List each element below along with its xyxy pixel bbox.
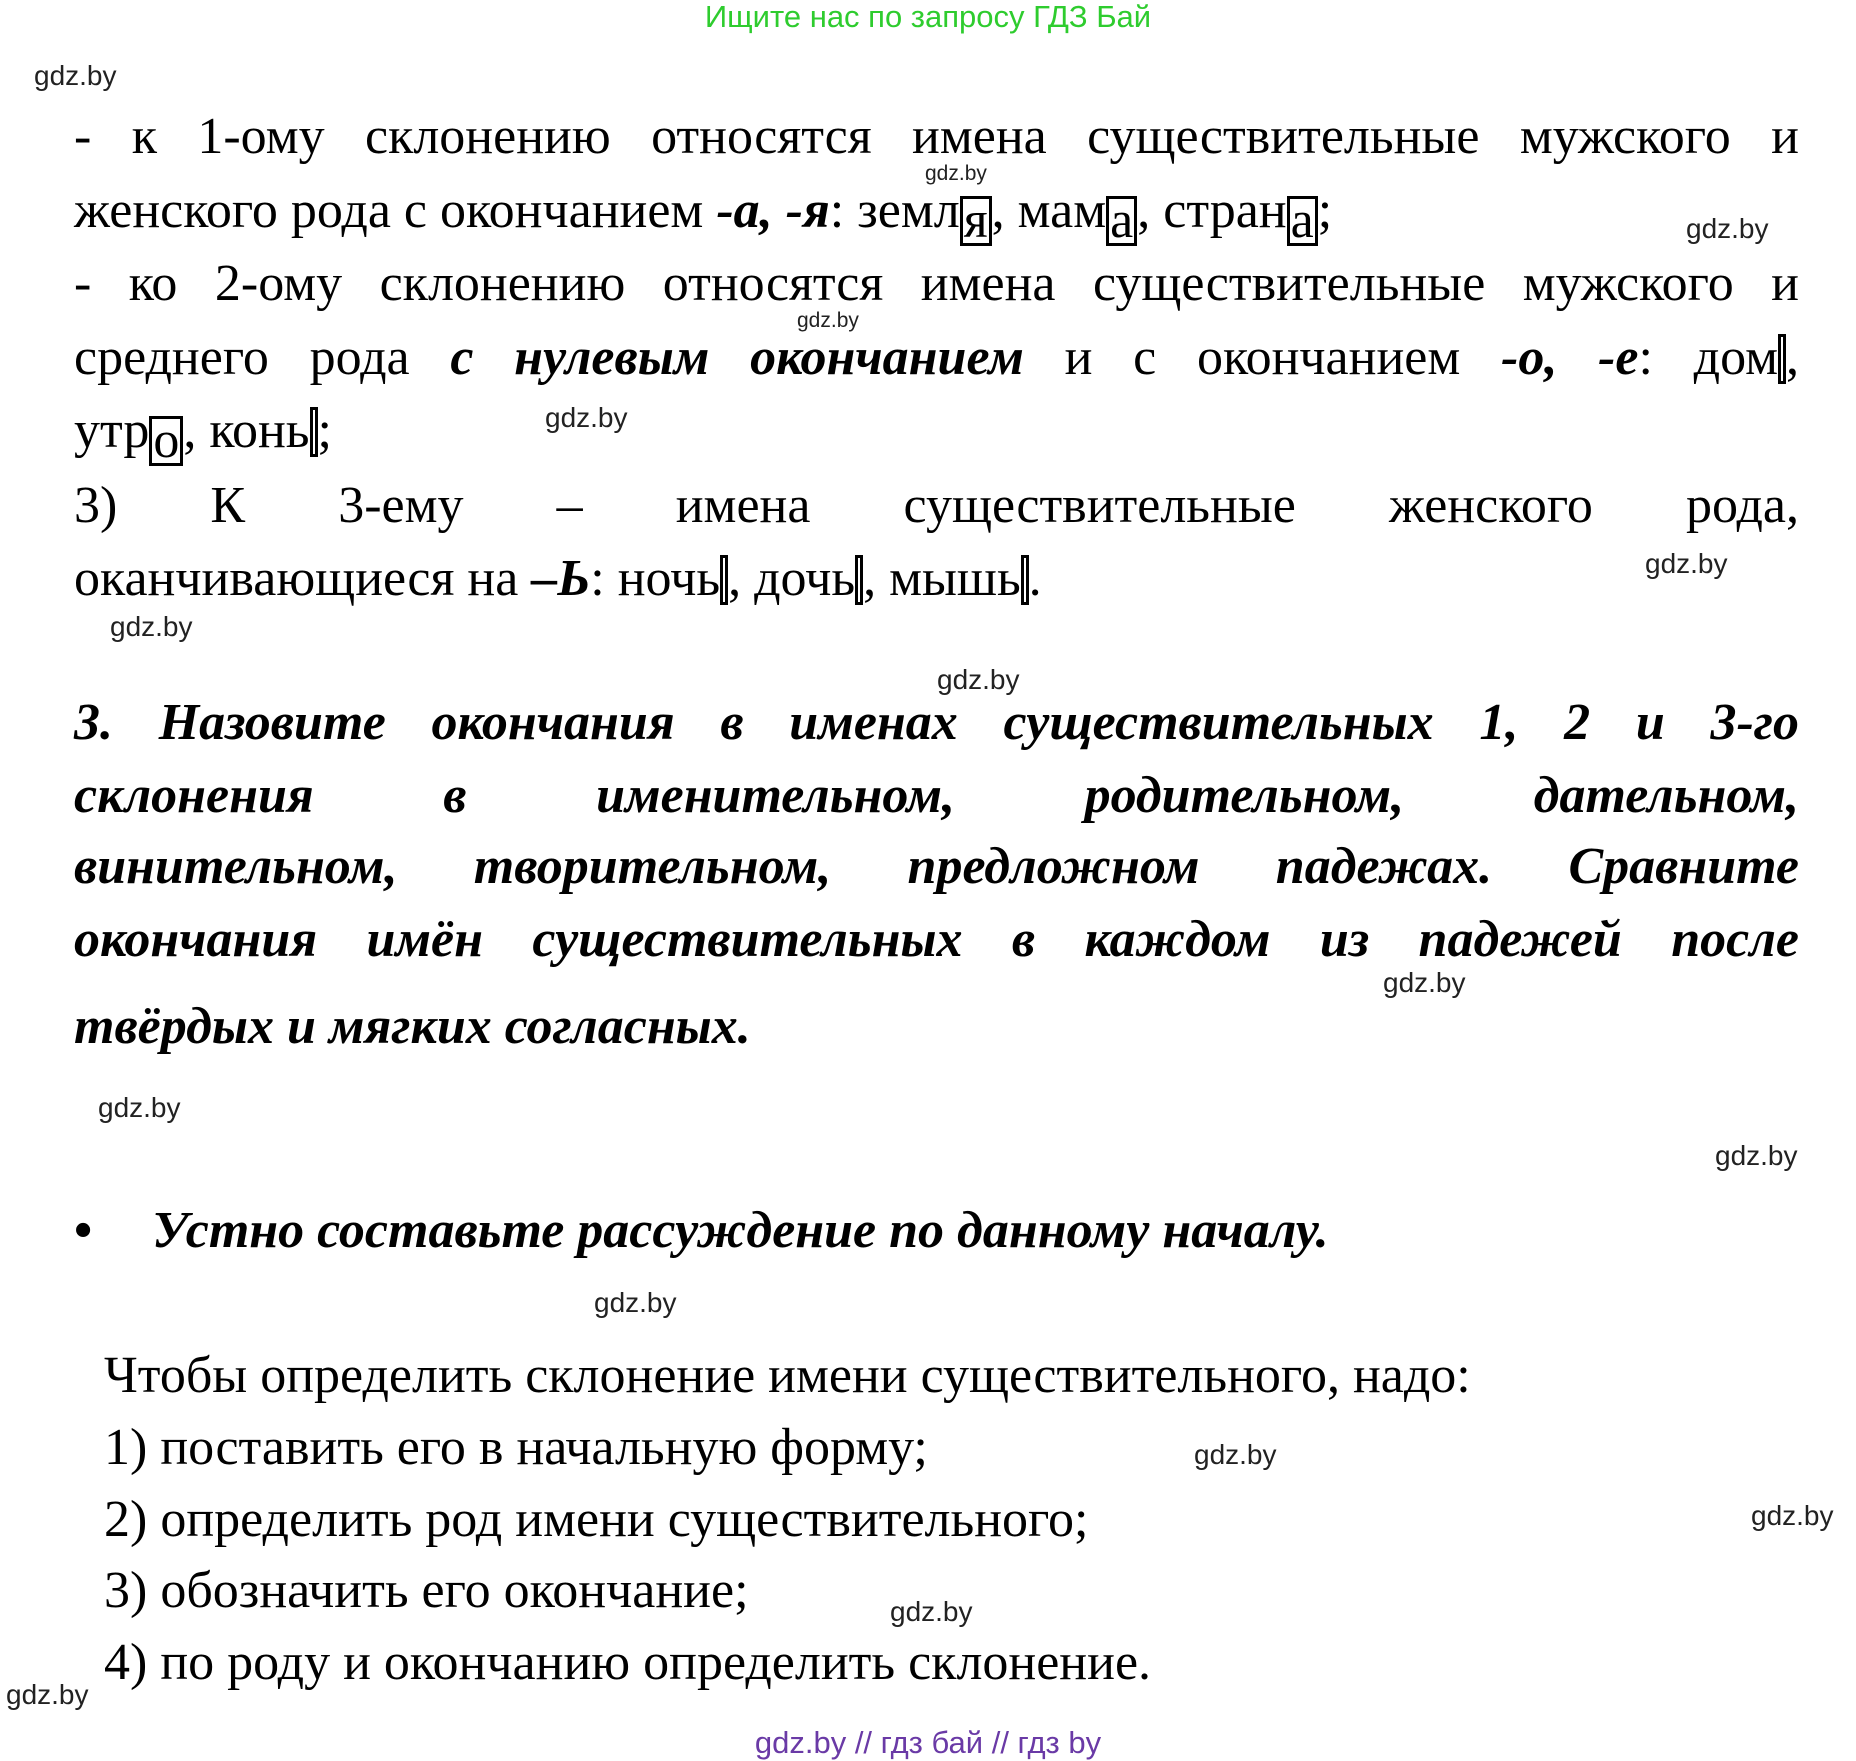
ending-box: а (1287, 196, 1318, 246)
text: , дочь (728, 550, 856, 607)
watermark: gdz.by (1194, 1439, 1277, 1470)
watermark: gdz.by (1686, 213, 1769, 244)
rule-line-1: - к 1-ому склонению относятся имена существительные мужского и (74, 108, 1799, 165)
answer-step: 2) определить род имени существительного; (104, 1491, 1089, 1548)
text: : земл (829, 182, 960, 239)
task3-line-2: склонения в именительном, родительном, дательном, (74, 767, 1799, 824)
watermark: gdz.by (1715, 1140, 1798, 1171)
task3-line-5: твёрдых и мягких согласных. (74, 998, 751, 1055)
rule-line-7 (74, 550, 1042, 607)
text: ; (1317, 182, 1333, 239)
watermark: gdz.by (1645, 548, 1728, 579)
ending-box-empty (720, 555, 728, 605)
footer-links: gdz.by // гдз бай // гдз by (754, 1725, 1102, 1760)
rule-line-5 (74, 402, 332, 469)
search-hint-banner: Ищите нас по запросу ГДЗ Бай (704, 0, 1152, 34)
bullet-icon: • (74, 1202, 93, 1259)
watermark: gdz.by (34, 60, 117, 91)
rule-line-3: - ко 2-ому склонению относятся имена существительные мужского и (74, 255, 1799, 312)
text: женского рода с окончанием (74, 182, 717, 239)
answer-step: 3) обозначить его окончание; (104, 1562, 749, 1619)
text: , (1785, 329, 1799, 386)
text: и с окончанием (1023, 329, 1501, 386)
bullet-text: Устно составьте рассуждение по данному началу. (152, 1202, 1329, 1259)
answer-step: 4) по роду и окончанию определить склонение. (104, 1634, 1152, 1691)
ending-box-empty (310, 407, 318, 457)
ending-box-empty (1021, 555, 1029, 605)
ending-box-empty (1778, 334, 1786, 384)
watermark: gdz.by (545, 402, 628, 433)
watermark: gdz.by (110, 611, 193, 642)
answer-intro: Чтобы определить склонение имени существительного, надо: (104, 1347, 1471, 1404)
watermark: gdz.by (925, 162, 987, 185)
text: : ночь (590, 550, 721, 607)
text: ; (317, 402, 332, 459)
ending-box: о (149, 416, 183, 466)
watermark: gdz.by (6, 1679, 89, 1710)
text: утр (74, 402, 150, 459)
text: , конь (183, 402, 310, 459)
text: среднего рода (74, 329, 451, 386)
task3-line-1: 3. Назовите окончания в именах существительных 1, 2 и 3-го (74, 694, 1799, 751)
ending-box: я (960, 196, 992, 246)
rule-line-6: 3) К 3-ему – имена существительные женского рода, (74, 477, 1799, 534)
watermark: gdz.by (937, 664, 1020, 695)
watermark: gdz.by (1383, 967, 1466, 998)
ending-box-empty (855, 555, 863, 605)
answer-step: 1) поставить его в начальную форму; (104, 1419, 928, 1476)
ending-list: -а, -я (716, 182, 830, 239)
watermark: gdz.by (594, 1287, 677, 1318)
watermark: gdz.by (98, 1092, 181, 1123)
text: : дом (1638, 329, 1778, 386)
watermark: gdz.by (890, 1596, 973, 1627)
task3-line-4: окончания имён существительных в каждом из падежей после (74, 911, 1799, 968)
text: оканчивающиеся на (74, 550, 532, 607)
ending-box: а (1106, 196, 1137, 246)
watermark: gdz.by (1751, 1500, 1834, 1531)
text: , мам (991, 182, 1107, 239)
text: , стран (1137, 182, 1287, 239)
rule-line-2 (74, 182, 1333, 249)
text: . (1028, 550, 1042, 607)
watermark: gdz.by (797, 309, 859, 332)
emphasis: с нулевым окончанием (450, 329, 1024, 386)
task3-line-3: винительном, творительном, предложном падежах. Сравните (74, 838, 1799, 895)
ending-list: -о, -е (1501, 329, 1639, 386)
rule-line-4 (74, 329, 1799, 386)
ending: –Ь (531, 550, 591, 607)
bullet-task (74, 1202, 1329, 1259)
text: , мышь (863, 550, 1021, 607)
